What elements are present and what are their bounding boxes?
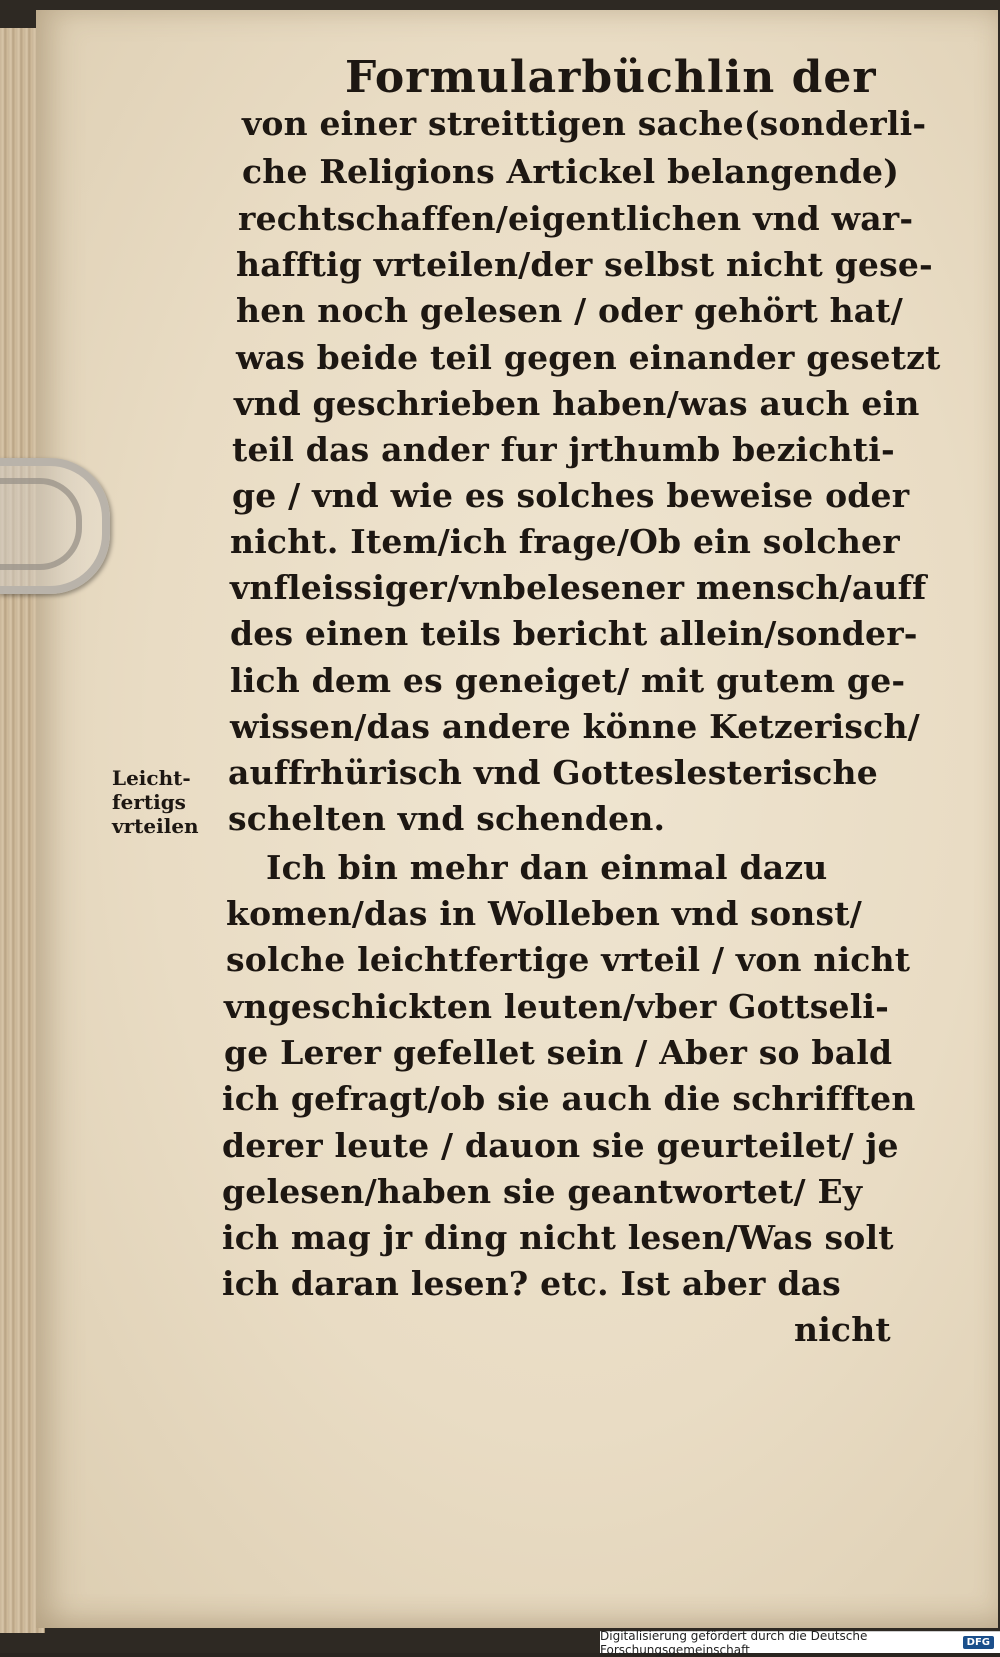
text-line: solche leichtfertige vrteil / von nicht [226,940,911,979]
text-line: ich mag jr ding nicht lesen/Was solt [222,1218,894,1257]
margin-note-line: Leicht- [112,766,191,790]
text-line: ich daran lesen? etc. Ist aber das [222,1264,841,1303]
page-clip-inner [0,478,82,570]
text-line: derer leute / dauon sie geurteilet/ je [222,1126,899,1165]
text-line: auffrhürisch vnd Gotteslesterische [228,753,878,792]
margin-note [112,766,232,838]
footer-text: Digitalisierung gefördert durch die Deutsche Forschungsgemeinschaft [600,1628,868,1657]
text-line: des einen teils bericht allein/sonder- [230,614,918,653]
text-line: Ich bin mehr dan einmal dazu [266,848,828,887]
text-line: vnd geschrieben haben/was auch ein [234,384,920,423]
text-line: ich gefragt/ob sie auch die schrifften [222,1079,916,1118]
text-line: komen/das in Wolleben vnd sonst/ [226,894,862,933]
text-line: hen noch gelesen / oder gehört hat/ [236,291,904,330]
text-line: teil das ander fur jrthumb bezichti- [232,430,895,469]
text-line: gelesen/haben sie geantwortet/ Ey [222,1172,863,1211]
margin-note-line: fertigs [112,790,186,814]
text-line: ge Lerer gefellet sein / Aber so bald [224,1033,893,1072]
margin-note-line: vrteilen [112,814,199,838]
text-line: che Religions Artickel belangende) [242,152,900,191]
text-line: vngeschickten leuten/vber Gottseli- [224,987,890,1026]
catchword: nicht [794,1310,891,1349]
text-line: vnfleissiger/vnbelesener mensch/auff [230,568,927,607]
text-line: von einer streittigen sache(sonderli- [242,104,927,143]
text-line: ge / vnd wie es solches beweise oder [232,476,910,515]
text-line: wissen/das andere könne Ketzerisch/ [230,707,920,746]
text-line: lich dem es geneiget/ mit gutem ge- [230,661,906,700]
digitization-footer [600,1628,1000,1657]
text-line: schelten vnd schenden. [228,799,666,838]
text-line: rechtschaffen/eigentlichen vnd war- [238,199,914,238]
dfg-logo: DFG [963,1636,994,1649]
text-line: hafftig vrteilen/der selbst nicht gese- [236,245,933,284]
text-line: was beide teil gegen einander gesetzt [236,338,941,377]
running-head: Formularbüchlin der [345,52,877,103]
text-line: nicht. Item/ich frage/Ob ein solcher [230,522,900,561]
